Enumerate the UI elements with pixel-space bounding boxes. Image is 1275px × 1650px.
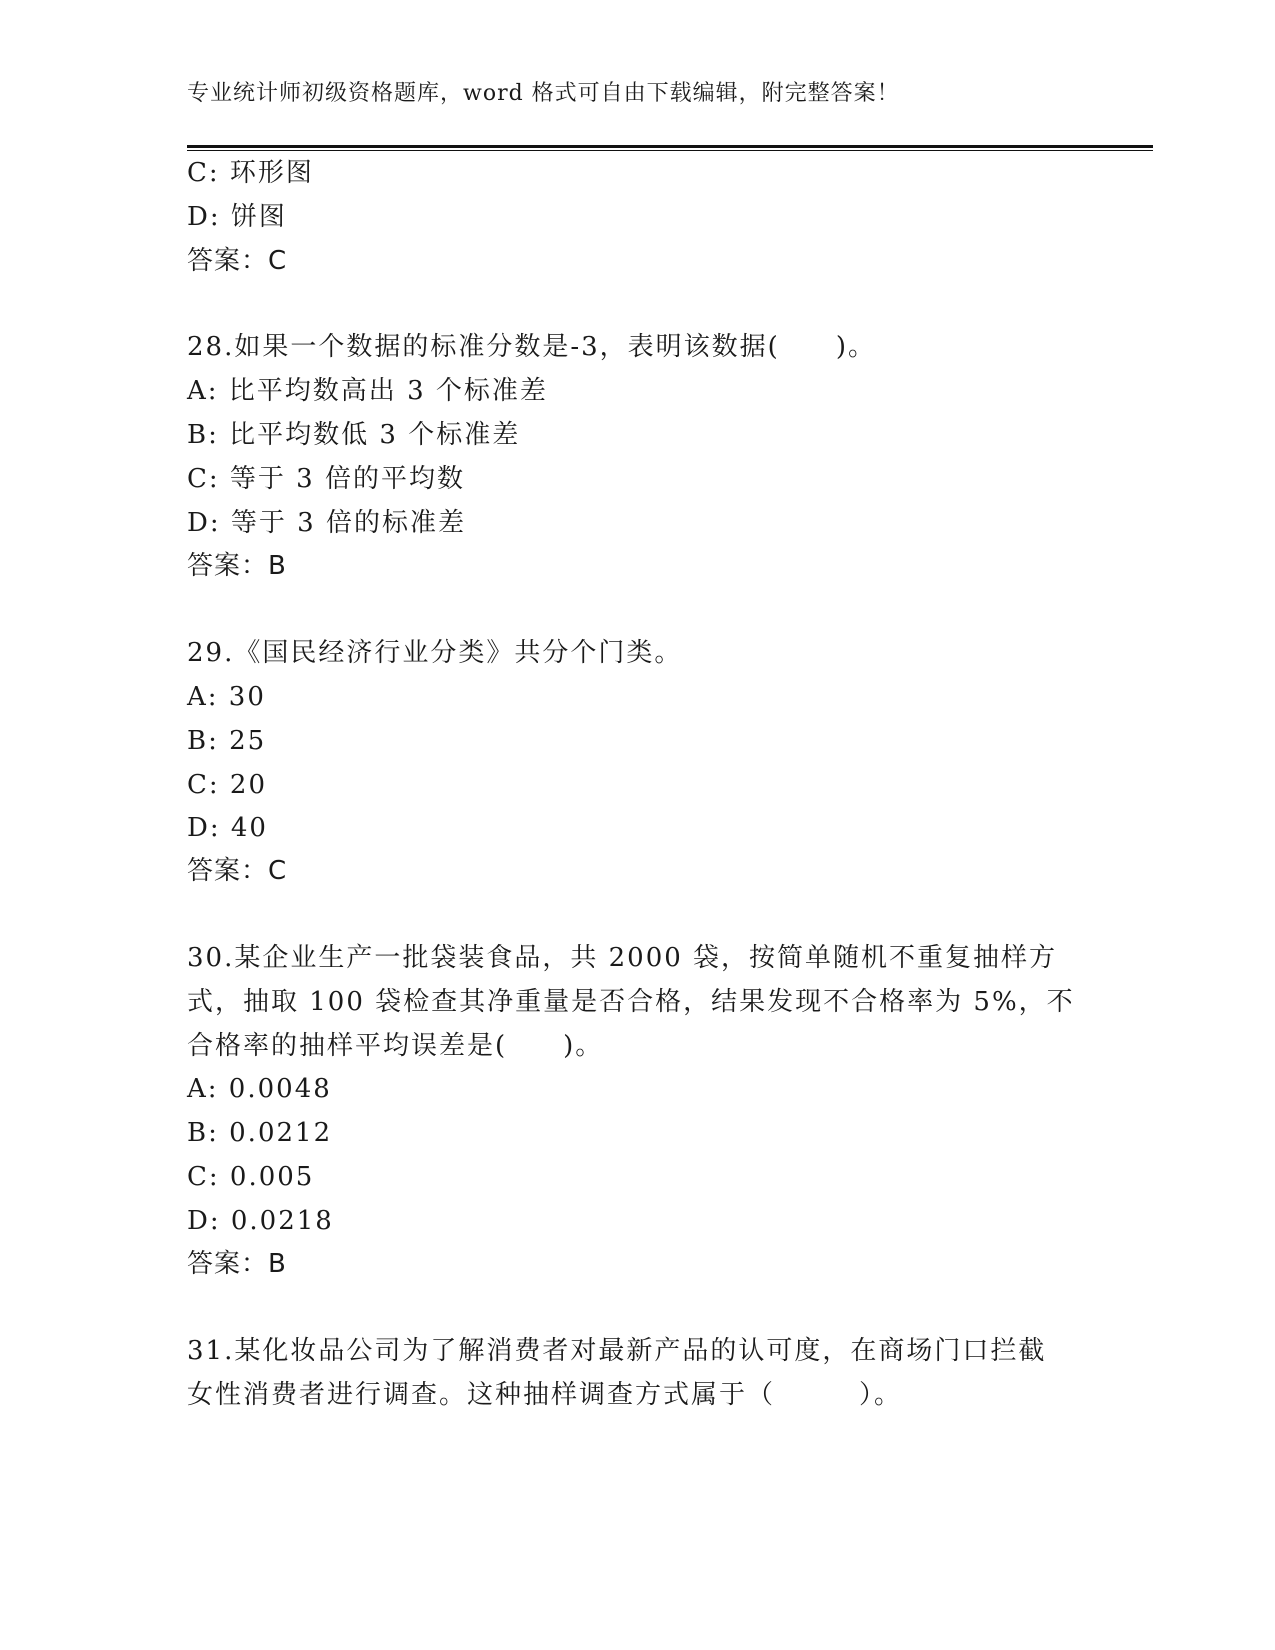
question-stem-line: 女性消费者进行调查。这种抽样调查方式属于（ ）。 (187, 1380, 903, 1410)
option-a: A: 30 (187, 682, 266, 712)
answer: 答案：C (187, 856, 288, 886)
option-c: C: 等于 3 倍的平均数 (187, 464, 465, 494)
question-stem: 29.《国民经济行业分类》共分个门类。 (187, 638, 683, 668)
question-stem-line: 式，抽取 100 袋检查其净重量是否合格，结果发现不合格率为 5%，不 (187, 987, 1075, 1017)
page-header: 专业统计师初级资格题库，word 格式可自由下载编辑，附完整答案！ (187, 81, 900, 106)
answer: 答案：C (187, 246, 288, 276)
option-b: B: 比平均数低 3 个标准差 (187, 420, 521, 450)
option-a: A: 比平均数高出 3 个标准差 (187, 376, 548, 406)
option-d: D: 40 (187, 813, 268, 843)
option-c: C: 环形图 (187, 158, 314, 188)
header-divider (187, 145, 1153, 151)
question-stem-line: 31.某化妆品公司为了解消费者对最新产品的认可度，在商场门口拦截 (187, 1336, 1047, 1366)
question-stem-line: 合格率的抽样平均误差是( )。 (187, 1031, 604, 1061)
option-a: A: 0.0048 (187, 1074, 332, 1104)
option-b: B: 25 (187, 726, 267, 756)
answer: 答案：B (187, 1249, 287, 1279)
question-stem: 28.如果一个数据的标准分数是-3，表明该数据( )。 (187, 332, 876, 362)
answer: 答案：B (187, 551, 287, 581)
question-stem-line: 30.某企业生产一批袋装食品，共 2000 袋，按简单随机不重复抽样方 (187, 943, 1058, 973)
option-d: D: 等于 3 倍的标准差 (187, 508, 466, 538)
option-d: D: 0.0218 (187, 1206, 334, 1236)
option-c: C: 20 (187, 770, 268, 800)
option-d: D: 饼图 (187, 202, 287, 232)
option-b: B: 0.0212 (187, 1118, 333, 1148)
option-c: C: 0.005 (187, 1162, 315, 1192)
